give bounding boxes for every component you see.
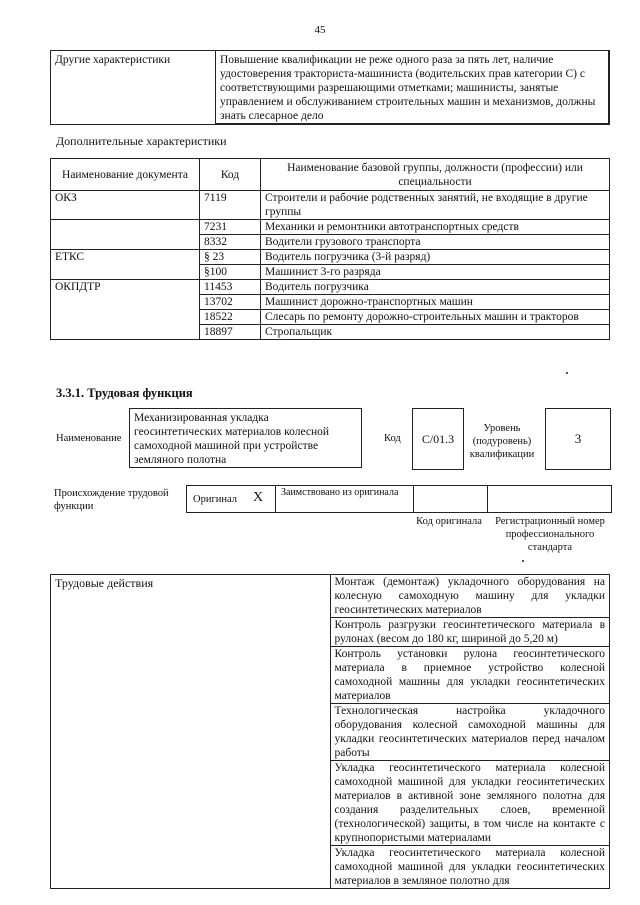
cell-doc: ЕТКС (51, 250, 200, 265)
function-name: Механизированная укладка геосинтетических материалов колесной самоходной машиной при устройстве земляного полотна (129, 408, 362, 468)
divider (487, 486, 488, 512)
code-original-label: Код оригинала (416, 516, 482, 527)
labor-action-item: Укладка геосинтетического материала колесной самоходной машиной для укладки геосинтетических материалов в земляное полотно для (330, 846, 610, 889)
other-characteristics-table (50, 50, 610, 125)
labor-action-item: Контроль установки рулона геосинтетического материала в приемное устройство колесной самоходной машины для укладки геосинтетических материалов (330, 647, 610, 704)
cell-name: Водитель погрузчика (3-й разряд) (261, 250, 610, 265)
labor-action-item: Монтаж (демонтаж) укладочного оборудования на колесную самоходную машину для укладки геосинтетических материалов (330, 575, 610, 618)
function-code: C/01.3 (412, 408, 464, 470)
cell-code: 11453 (200, 280, 261, 295)
level-label: Уровень (подуровень) квалификации (469, 423, 535, 460)
cell-code: 7119 (200, 191, 261, 220)
cell-doc: ОКЗ (51, 191, 200, 220)
cell-name: Слесарь по ремонту дорожно-строительных машин и тракторов (261, 310, 610, 325)
labor-action-item: Контроль разгрузки геосинтетического материала в рулонах (весом до 180 кг, шириной до 5,20 м) (330, 618, 610, 647)
labor-actions-label: Трудовые действия (51, 575, 331, 889)
cell-name: Механики и ремонтники автотранспортных средств (261, 220, 610, 235)
original-mark: X (253, 490, 264, 505)
other-characteristics-label: Другие характеристики (51, 51, 216, 125)
cell-name: Машинист 3-го разряда (261, 265, 610, 280)
header-code: Код (200, 159, 261, 191)
cell-doc (51, 235, 200, 250)
additional-characteristics-table (50, 158, 610, 340)
code-label: Код (384, 433, 401, 444)
cell-name: Машинист дорожно-транспортных машин (261, 295, 610, 310)
cell-code: § 23 (200, 250, 261, 265)
cell-name: Водители грузового транспорта (261, 235, 610, 250)
scan-speck (522, 560, 524, 562)
labor-action-item: Технологическая настройка укладочного оборудования колесной самоходной машины для укладки геосинтетических материалов перед началом работы (330, 704, 610, 761)
cell-name: Строители и рабочие родственных занятий, не входящие в другие группы (261, 191, 610, 220)
cell-doc (51, 265, 200, 280)
cell-code: 18897 (200, 325, 261, 340)
cell-doc (51, 325, 200, 340)
origin-label: Происхождение трудовой функции (54, 488, 169, 512)
page-number: 45 (314, 24, 326, 36)
cell-name: Водитель погрузчика (261, 280, 610, 295)
origin-row (186, 485, 612, 513)
borrowed-label: Заимствовано из оригинала (281, 487, 399, 498)
cell-code: 18522 (200, 310, 261, 325)
reg-number-label: Регистрационный номер профессионального стандарта (495, 516, 605, 553)
additional-characteristics-title: Дополнительные характеристики (56, 134, 227, 148)
name-label: Наименование (56, 433, 122, 444)
scan-speck (566, 372, 568, 374)
cell-doc (51, 295, 200, 310)
labor-actions-table (50, 574, 610, 889)
cell-name: Стропальщик (261, 325, 610, 340)
cell-doc (51, 220, 200, 235)
labor-action-item: Укладка геосинтетического материала колесной самоходной машиной для укладки геосинтетических материалов в активной зоне земляного полотна для создания разделительных слоев, временной (технологической) защиты, в том числе на контакте с крупнопористыми материалами (330, 761, 610, 846)
section-title: 3.3.1. Трудовая функция (56, 386, 193, 400)
level-value: 3 (545, 408, 611, 470)
other-characteristics-text: Повышение квалификации не реже одного раза за пять лет, наличие удостоверения тракториста-машиниста (водительских прав категории С) с соответствующими разрешающими отметками; машинисты, занятые управлением и обслуживанием строительных машин и механизмов, должны знать слесарное дело (216, 51, 610, 125)
cell-doc (51, 310, 200, 325)
header-document: Наименование документа (51, 159, 200, 191)
divider (275, 486, 276, 512)
cell-code: §100 (200, 265, 261, 280)
cell-doc: ОКПДТР (51, 280, 200, 295)
original-label: Оригинал (193, 494, 237, 505)
header-name: Наименование базовой группы, должности (профессии) или специальности (261, 159, 610, 191)
cell-code: 13702 (200, 295, 261, 310)
cell-code: 7231 (200, 220, 261, 235)
divider (413, 486, 414, 512)
cell-code: 8332 (200, 235, 261, 250)
